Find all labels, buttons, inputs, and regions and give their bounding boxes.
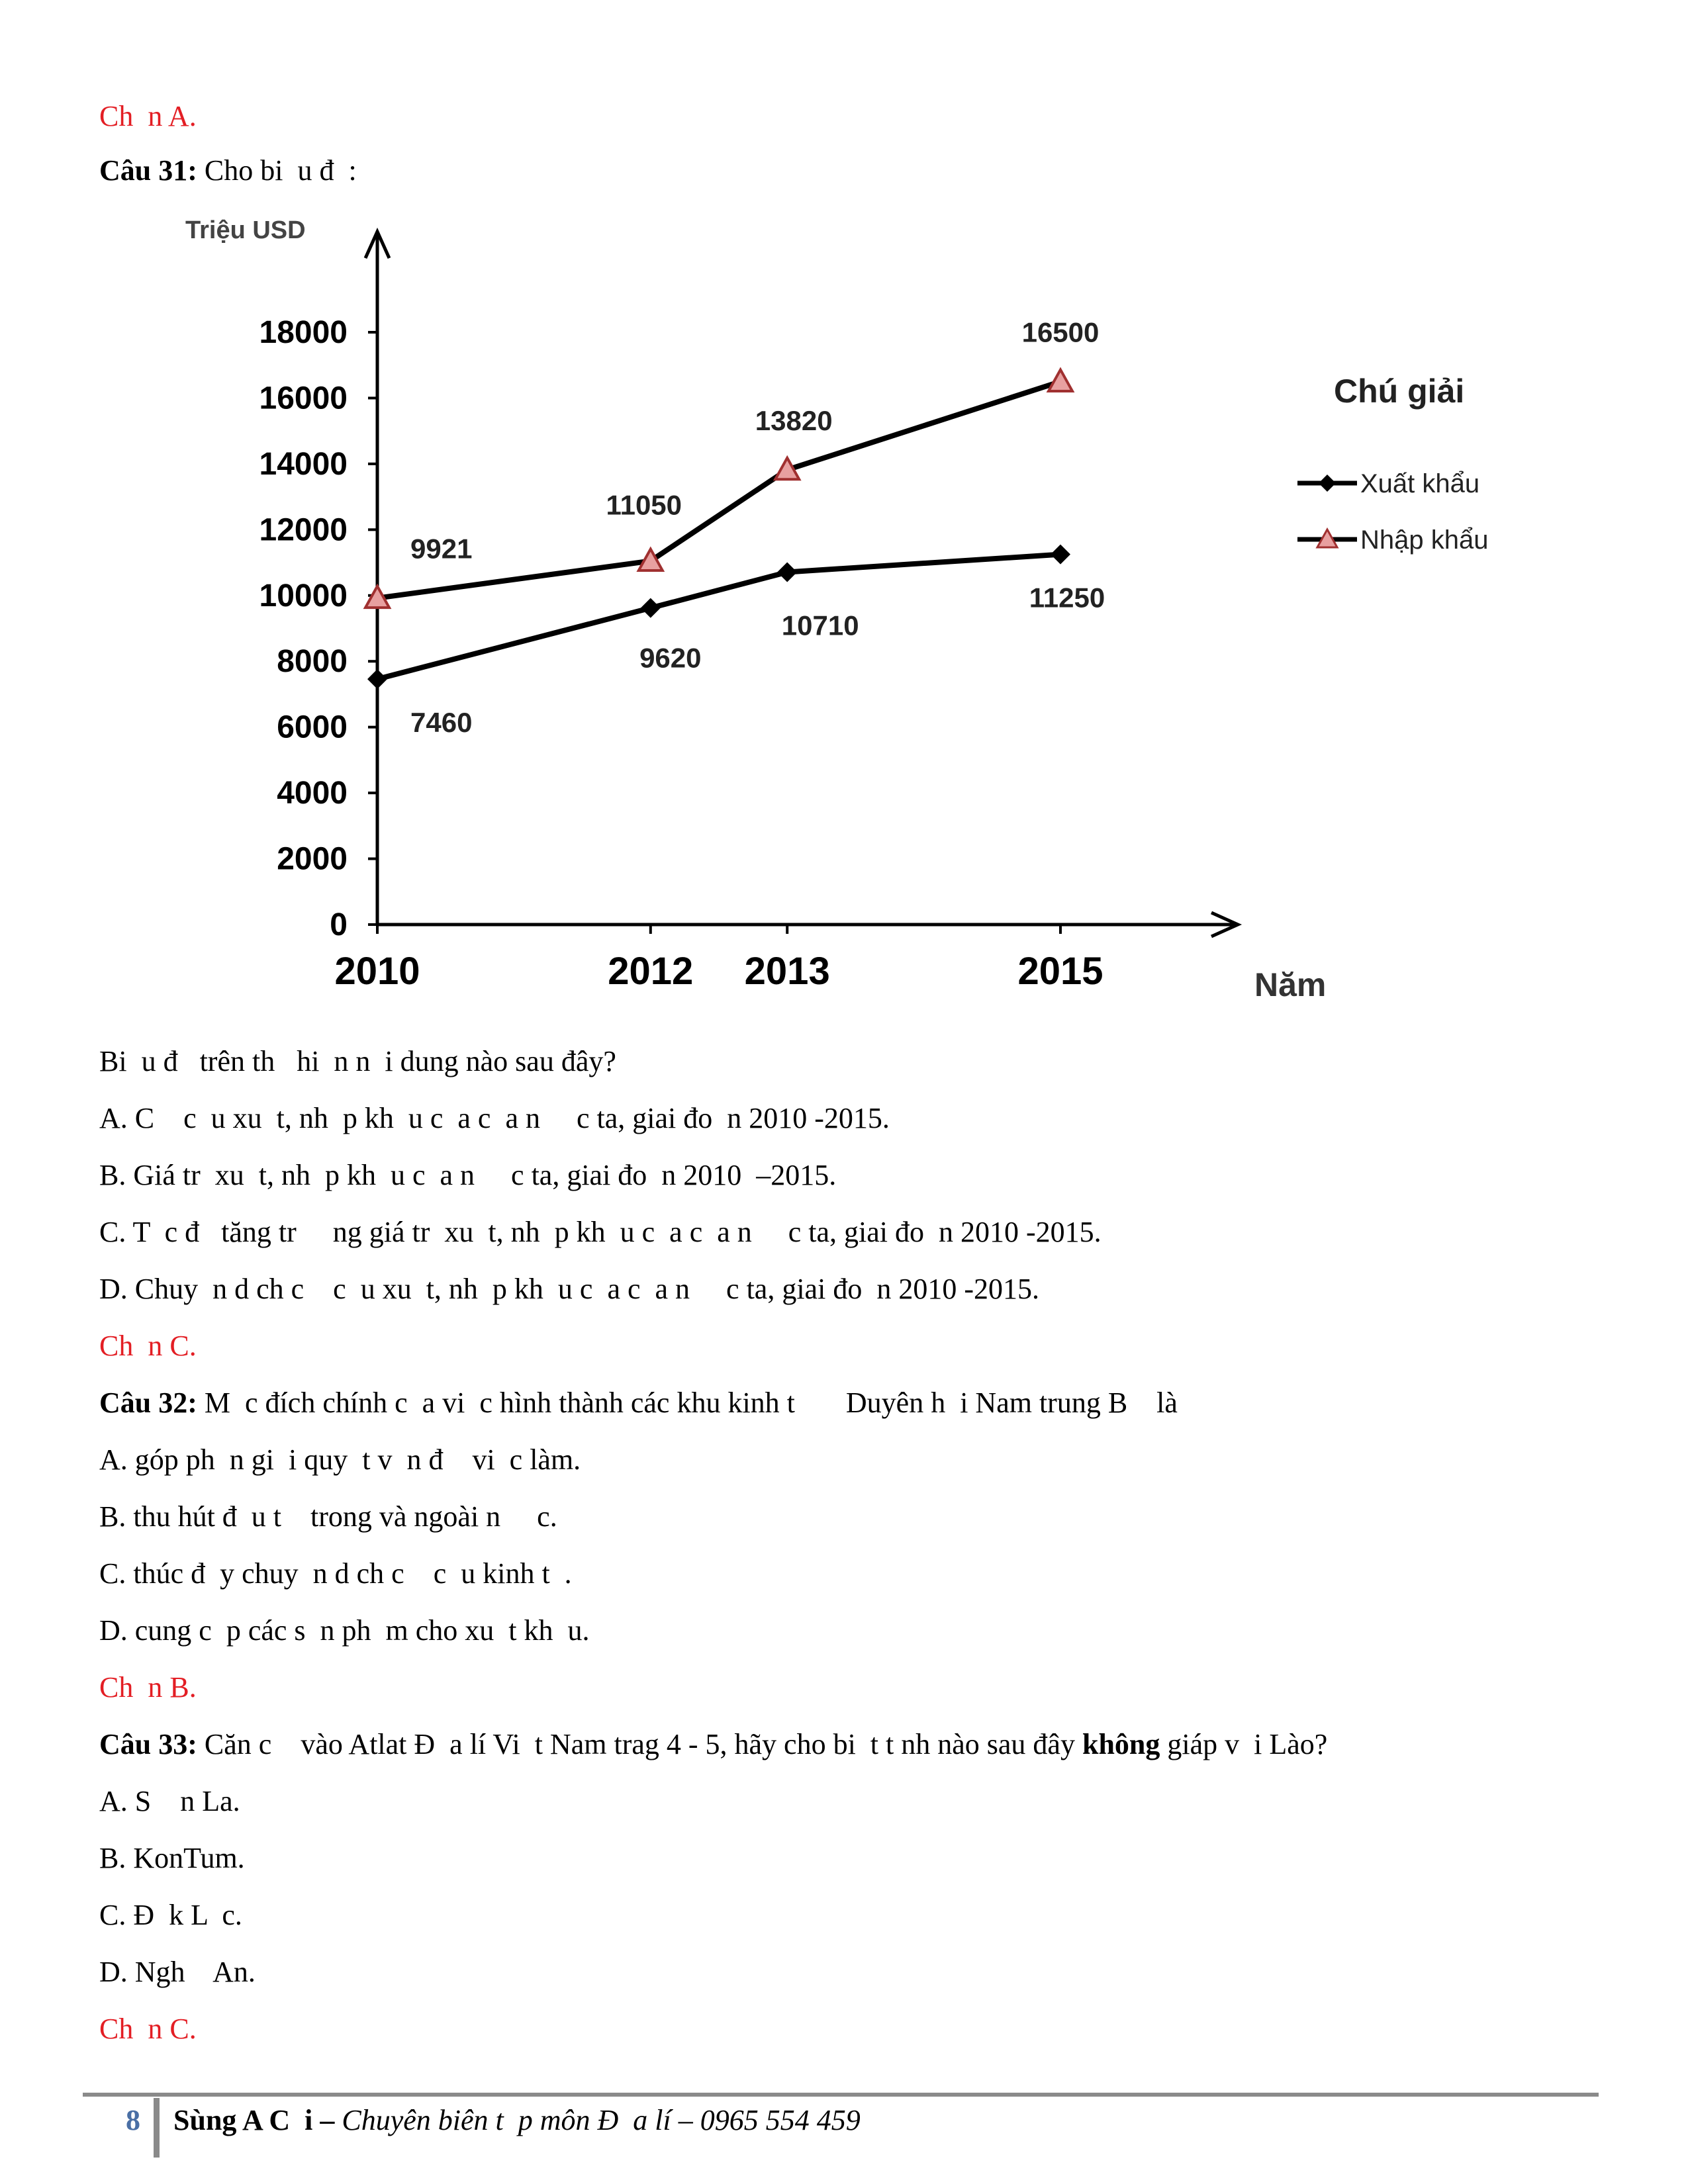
page-number: 8 (126, 2104, 140, 2136)
series-line-nhap-khau (377, 382, 1060, 598)
data-label: 16500 (1021, 316, 1100, 348)
question-32-label: Câu 32: (99, 1387, 197, 1419)
question-33-option-d[interactable]: D. Ngh An. (99, 1956, 256, 1988)
question-31-option-b[interactable]: B. Giá tr xu t, nh p kh u c a n c ta, giai đo n 2010 –2015. (99, 1159, 837, 1191)
question-33-answer: Ch n C. (99, 2013, 197, 2045)
footer-divider (83, 2093, 1599, 2097)
legend-label-xuat-khau: Xuất khẩu (1360, 469, 1480, 498)
x-axis-label: Năm (1254, 966, 1327, 1003)
y-tick-label: 4000 (277, 776, 348, 811)
footer-credit (173, 2103, 861, 2137)
question-32-answer: Ch n B. (99, 1671, 197, 1704)
question-33-option-b[interactable]: B. KonTum. (99, 1842, 245, 1874)
question-31-answer: Ch n C. (99, 1330, 197, 1362)
question-31-option-a[interactable]: A. C c u xu t, nh p kh u c a c a n c ta, giai đo n 2010 -2015. (99, 1102, 890, 1134)
data-point-nhap-khau (1049, 370, 1072, 391)
question-31-text: Cho bi u đ : (197, 154, 357, 187)
y-tick-label: 18000 (259, 315, 348, 350)
y-tick-label: 12000 (259, 512, 348, 548)
legend-marker-xuat-khau (1319, 475, 1336, 492)
question-32-option-b[interactable]: B. thu hút đ u t trong và ngoài n c. (99, 1500, 557, 1533)
line-chart (152, 199, 1529, 1032)
question-32-option-a[interactable]: A. góp ph n gi i quy t v n đ vi c làm. (99, 1443, 581, 1476)
footer-separator (154, 2098, 160, 2158)
question-33-option-a[interactable]: A. S n La. (99, 1785, 240, 1817)
y-tick-label: 16000 (259, 381, 348, 416)
y-tick-label: 0 (330, 907, 348, 942)
legend-title: Chú giải (1334, 373, 1465, 410)
chart-svg (152, 199, 1529, 1032)
data-point-xuat-khau (1051, 545, 1070, 565)
question-31-label: Câu 31: (99, 154, 197, 187)
x-tick-label: 2015 (1017, 950, 1103, 993)
footer-author: Sùng A C i – (173, 2104, 335, 2136)
question-31-prompt: Bi u đ trên th hi n n i dung nào sau đây? (99, 1045, 616, 1077)
data-label: 13820 (755, 404, 833, 436)
question-32-option-d[interactable]: D. cung c p các s n ph m cho xu t kh u. (99, 1614, 590, 1647)
y-axis-label: Triệu USD (185, 216, 306, 244)
question-31-option-d[interactable]: D. Chuy n d ch c c u xu t, nh p kh u c a c a n c ta, giai đo n 2010 -2015. (99, 1273, 1039, 1305)
legend-label-nhap-khau: Nhập khẩu (1360, 525, 1489, 555)
y-tick-label: 2000 (277, 841, 348, 877)
question-33-text-end: giáp v i Lào? (1160, 1728, 1328, 1760)
question-31-title (99, 152, 357, 189)
question-33-option-c[interactable]: C. Đ k L c. (99, 1899, 242, 1931)
data-label: 10710 (781, 610, 859, 641)
previous-answer: Ch n A. (99, 100, 197, 132)
x-tick-label: 2013 (744, 950, 830, 993)
question-32-text: M c đích chính c a vi c hình thành các khu kinh t Duyên h i Nam trung B là (197, 1387, 1178, 1419)
data-point-xuat-khau (777, 562, 797, 582)
data-point-xuat-khau (641, 598, 661, 618)
series-line-xuat-khau (377, 555, 1060, 679)
question-32-title (99, 1385, 1178, 1422)
question-33-label: Câu 33: (99, 1728, 197, 1760)
data-label: 7460 (410, 707, 473, 739)
question-31-option-c[interactable]: C. T c đ tăng tr ng giá tr xu t, nh p kh u c a c a n c ta, giai đo n 2010 -2015. (99, 1216, 1102, 1248)
y-tick-label: 6000 (277, 709, 348, 745)
footer-tagline: Chuyên biên t p môn Đ a lí – 0965 554 459 (334, 2104, 861, 2136)
y-tick-label: 14000 (259, 446, 348, 482)
question-33-title (99, 1726, 1327, 1763)
y-tick-label: 10000 (259, 578, 348, 614)
x-tick-label: 2010 (334, 950, 420, 993)
data-point-xuat-khau (367, 669, 387, 689)
data-label: 11050 (606, 489, 682, 521)
y-tick-label: 8000 (277, 644, 348, 680)
data-label: 9620 (639, 642, 702, 674)
x-tick-label: 2012 (608, 950, 694, 993)
data-label: 11250 (1029, 582, 1105, 614)
data-label: 9921 (410, 533, 473, 565)
question-33-emphasis: không (1082, 1728, 1160, 1760)
question-32-option-c[interactable]: C. thúc đ y chuy n d ch c c u kinh t . (99, 1557, 572, 1590)
question-33-text: Căn c vào Atlat Đ a lí Vi t Nam trag 4 - 5, hãy cho bi t t nh nào sau đây (197, 1728, 1082, 1760)
